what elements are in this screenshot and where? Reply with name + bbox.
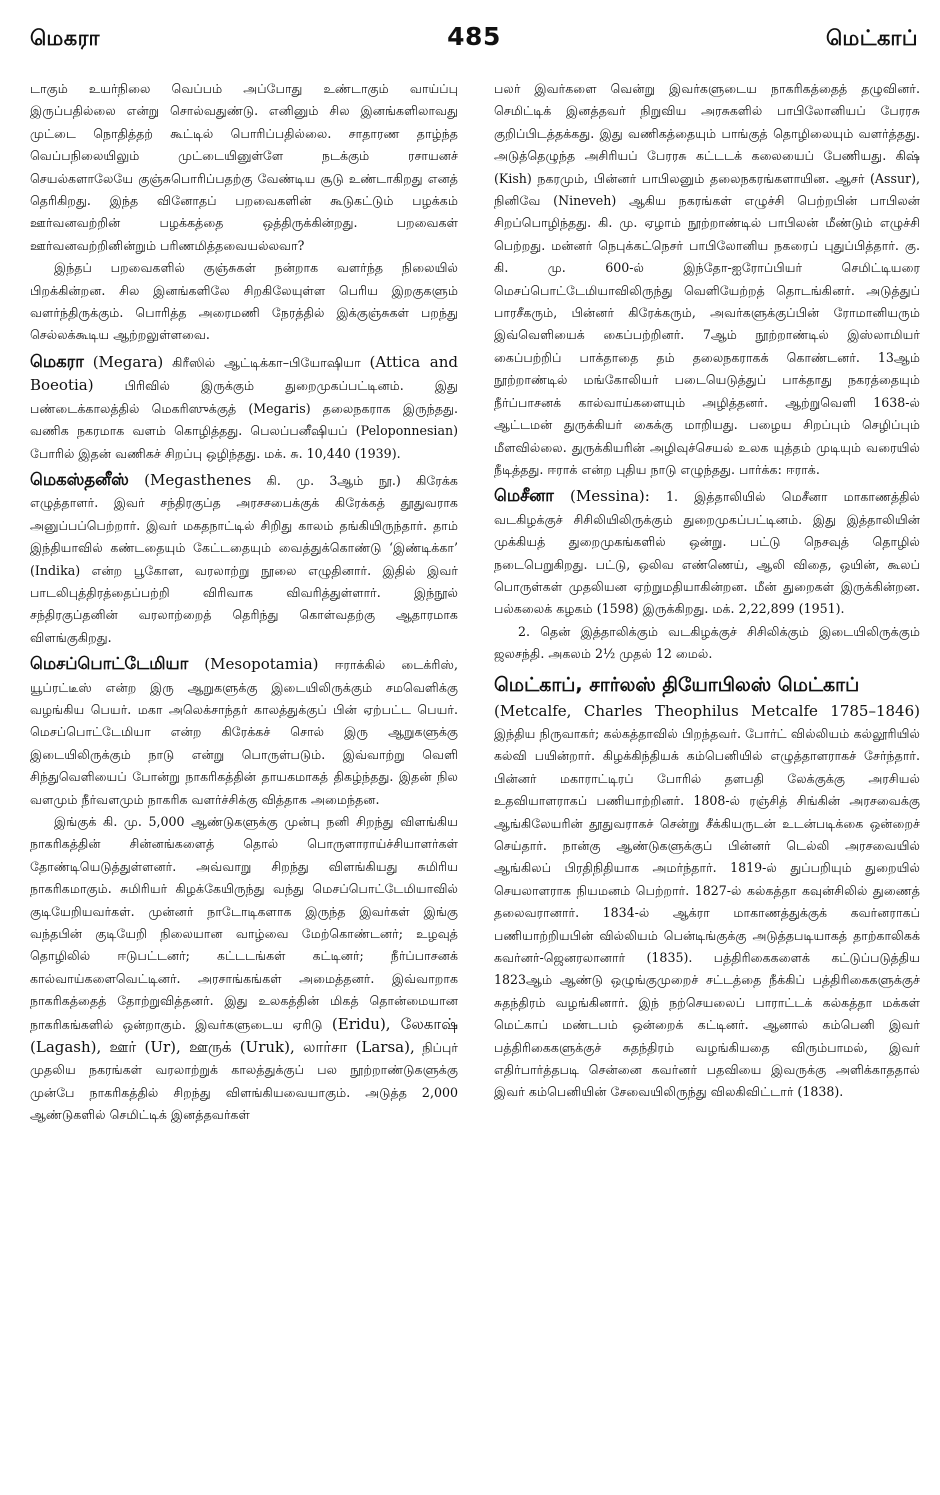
entry-text: 1. இத்தாலியில் மெசீனா மாகாணத்தில் வடகிழக்குச் சிசிலியிலிருக்கும் துறைமுகப்பட்டினம். இது இத்தாலியின் முக்கியத் துறைமுகங்களில் ஒன்று. பட்டு நெசவுத் தொழில் நடைபெறுகிறது. பட்டு, ஒலிவ எண்ணெய், ஆலி விதை, ஒயின், கூலப் பொருள்கள் முதலியன ஏற்றுமதியாகின்றன. மீன் துறைகள் இருக்கின்றன. பல்கலைக் கழகம் (1598) இருக்கிறது. மக். 2,22,899 (1951). [494,489,920,617]
entry-latin: (Metcalfe, Charles Theophilus Metcalfe 1785–1846) [494,701,920,720]
entry-text: இந்திய நிருவாகர்; கல்கத்தாவில் பிறந்தவர். போர்ட் வில்லியம் கல்லூரியில் கல்வி பயின்றார். கிழக்கிந்தியக் கம்பெனியில் எழுத்தாளராகச் சேர்ந்தார். பின்னர் மகாராட்டிரப் போரில் தளபதி லேக்குக்கு அரசியல் உதவியாளராகப் பணியாற்றினர். 1808-ல் ரஞ்சித் சிங்கின் அரசவைக்கு ஆங்கிலேயரின் தூதுவராகச் சென்று சீக்கியருடன் உடன்படிக்கை ஒன்றைச் செய்தார். நான்கு ஆண்டுகளுக்குப் பின்னர் டெல்லி அரசவையில் ஆங்கிலப் பிரதிநிதியாக அமர்ந்தார். 1819-ல் துப்பறியும் துறையில் செயலாளராக நியமனம் பெற்றார். 1827-ல் கல்கத்தா கவுன்சிலில் துணைத் தலைவரானார். 1834-ல் ஆக்ரா மாகாணத்துக்குக் கவர்னராகப் பணியாற்றியபின் வில்லியம் பென்டிங்குக்கு அடுத்தபடியாகத் தாற்காலிகக் கவர்னர்-ஜெனரலானார் (1835). பத்திரிகைகளைக் கட்டுப்படுத்திய 1823ஆம் ஆண்டு ஒழுங்குமுறைச் சட்டத்தை நீக்கிப் பத்திரிகைகளுக்குச் சுதந்திரம் வழங்கினார். இந் நற்செயலைப் பாராட்டக் கல்கத்தா மக்கள் மெட்காப் மண்டபம் ஒன்றைக் கட்டினர். ஆனால் கம்பெனி இவர் பத்திரிகைகளுக்குச் சுதந்திரம் வழங்கியதை விரும்பாமல், இவர் எதிர்பார்த்தபடி சென்னை கவர்னர் பதவியை இவருக்கு அளிக்காததால் இவர் கம்பெனியின் சேவையிலிருந்து விலகிவிட்டார் (1838). [494,725,920,1100]
entry-megara [30,351,458,465]
entry-megasthenes [30,469,458,649]
entry-headword: மெட்காப், சார்லஸ் தியோபிலஸ் மெட்காப் [494,673,860,696]
right-column [494,78,920,1478]
entry-latin: (Megasthenes [144,470,252,489]
entry-mesopotamia [30,653,458,811]
paragraph: டாகும் உயர்நிலை வெப்பம் அப்போது உண்டாகும் வாய்ப்பு இருப்பதில்லை என்று சொல்வதுண்டு. எனினும் சில இனங்களிலாவது முட்டை நொதித்தற் கூட்டில் பொரிப்பதில்லை. சாதாரண தாழ்ந்த வெப்பநிலையிலும் முட்டையினுள்ளே நடக்கும் ரசாயனச் செயல்களாலேயே குஞ்சுபொரிப்பதற்கு வேண்டிய சூடு உண்டாகிறது எனத் தெரிகிறது. இந்த வினோதப் பறவைகளின் கூடுகட்டும் பழக்கம் ஊர்வனவற்றின் பழக்கத்தை ஒத்திருக்கின்றது. பறவைகள் ஊர்வனவற்றினின்றும் பரிணமித்தவையல்லவா? [30,81,458,253]
entry-text: பிரிவில் இருக்கும் துறைமுகப்பட்டினம். இது பண்டைக்காலத்தில் மெகரிஸுக்குத் (Megaris) தலைநகராக இருந்தது. வணிக நகரமாக வளம் கொழித்தது. பெலப்பனீஷியப் (Peloponnesian) போரில் இதன் வணிகச் சிறப்பு ஒழிந்தது. மக். சு. 10,440 (1939). [30,378,458,461]
entry-text: கிரீஸில் ஆட்டிக்கா–பியோஷியா [172,354,361,370]
entry-latin: (Eridu), லேகாஷ் (Lagash), ஊர் (Ur), ஊருக் (Uruk), லார்சா (Larsa), [30,1014,458,1057]
page-number: 485 [447,22,501,51]
left-column [30,78,458,1478]
entry-messina [494,485,920,620]
entry-latin: (Mesopotamia) [204,655,319,674]
paragraph: 2. தென் இத்தாலிக்கும் வடகிழக்குச் சிசிலிக்கும் இடையிலிருக்கும் ஜலசந்தி. அகலம் 2½ முதல் 12 மைல். [494,623,920,662]
entry-text: நிப்புர் முதலிய நகரங்கள் வரலாற்றுக் காலத்துக்குப் பல நூற்றாண்டுகளுக்கு முன்பே நாகரிகத்தில் சிறந்து விளங்கியவையாகும். அடுத்த 2,000 ஆண்டுகளில் செமிட்டிக் இனத்தவர்கள் [30,1040,458,1123]
page-header [30,22,918,62]
entry-text: கி. மு. 3ஆம் நூ.) கிரேக்க எழுத்தாளர். இவர் சந்திரகுப்த அரசசபைக்குக் கிரேக்கத் தூதுவராக அனுப்பப்பெற்றார். இவர் மகதநாட்டில் சிறிது காலம் தங்கியிருந்தார். தாம் இந்தியாவில் கண்டதையும் கேட்டதையும் வைத்துக்கொண்டு ‘இண்டிக்கா’ (Indika) என்ற பூகோள, வரலாற்று நூலை எழுதினார். இதில் இவர் பாடலிபுத்திரத்தைப்பற்றி விரிவாக விவரித்துள்ளார். இந்நூல் சந்திரகுப்தனின் வரலாற்றைத் தெரிந்து கொள்வதற்கு ஆதாரமாக விளங்குகிறது. [30,472,458,645]
entry-metcalfe [494,670,920,1104]
left-running-head: மெகரா [30,26,100,50]
entry-latin: (Attica and Boeotia) [30,352,458,395]
entry-headword: மெகரா [30,351,84,371]
entry-text: ஈராக்கில் டைக்ரிஸ், யூப்ரட்டீஸ் என்ற இரு ஆறுகளுக்கு இடையிலிருக்கும் சமவெளிக்கு வழங்கிய பெயர். மகா அலெக்சாந்தர் காலத்துக்குப் பின் ஏற்பட்ட பெயர். மெசப்பொட்டேமியா என்ற கிரேக்கச் சொல் இரு ஆறுகளுக்கு இடையிலிருக்கும் நாடு என்று பொருள்படும். இவ்வாற்று வெளி சிந்துவெளியைப் போன்று நாகரிகத்தின் தாயகமாகத் திகழ்ந்தது. இதன் நில வளமும் நீர்வளமும் நாகரிக வளர்ச்சிக்கு வித்தாக அமைந்தன. [30,657,458,807]
entry-text: இங்குக் கி. மு. 5,000 ஆண்டுகளுக்கு முன்பு நனி சிறந்து விளங்கிய நாகரிகத்தின் சின்னங்களைத் தொல் பொருளாராய்ச்சியாளர்கள் தோண்டியெடுத்துள்ளனர். அவ்வாறு சிறந்து விளங்கியது சுமிரிய நாகரிகமாகும். சுமிரியர் கிழக்கேயிருந்து வந்து மெசப்பொட்டேமியாவில் குடியேறியவர்கள். முன்னர் நாடோடிகளாக இருந்த இவர்கள் இங்கு வந்தபின் குடியேறி நிலையான வாழ்வை மேற்கொண்டனர்; உழவுத் தொழிலில் ஈடுபட்டனர்; கட்டடங்கள் கட்டினர்; நீர்ப்பாசனக் கால்வாய்களைவெட்டினர். அரசாங்கங்கள் அமைத்தனர். இவ்வாறாக நாகரிகத்தைத் தோற்றுவித்தனர். இது உலகத்தின் மிகத் தொன்மையான நாகரிகங்களில் ஒன்றாகும். இவர்களுடைய ஏரிடு [30,814,458,1032]
paragraph: பலர் இவர்களை வென்று இவர்களுடைய நாகரிகத்தைத் தழுவினர். செமிட்டிக் இனத்தவர் நிறுவிய அரசுகளில் பாபிலோனியப் பேரரசு குறிப்பிடத்தக்கது. இது வணிகத்தையும் பாங்குத் தொழிலையும் வளர்த்தது. அடுத்தெழுந்த அசிரியப் பேரரசு கட்டடக் கலையைப் பேணியது. கிஷ் (Kish) நகரமும், பின்னர் பாபிலனும் தலைநகரங்களாயின. ஆசர் (Assur), நினிவே (Nineveh) ஆகிய நகரங்கள் எழுச்சி பெற்றபின் பாபிலன் சிறப்பொழிந்தது. கி. மு. ஏழாம் நூற்றாண்டில் பாபிலன் மீண்டும் எழுச்சி பெற்றது. மன்னர் நெபுக்கட்நெசர் பாபிலோனிய நகரைப் புதுப்பித்தார். கு. கி. மு. 600-ல் இந்தோ-ஐரோப்பியர் செமிட்டியரை மெசப்பொட்டேமியாவிலிருந்து வெளியேற்றத் தொடங்கினர். அடுத்துப் பாரசீகரும், பின்னர் கிரேக்கரும், அவர்களுக்குப்பின் ரோமானியரும் இவ்வெளியைக் கைப்பற்றினர். 7ஆம் நூற்றாண்டில் இஸ்லாமியர் கைப்பற்றிப் பாக்தாதை தம் தலைநகராகக் கொண்டனர். 13ஆம் நூற்றாண்டில் மங்கோலியர் படையெடுத்துப் பாக்தாது நகரத்தையும் நீர்ப்பாசனக் கால்வாய்களையும் அழித்தனர். ஆற்றுவெளி 1638-ல் ஆட்டமன் துருக்கியர் கைக்கு மாறியது. பழைய சிறப்பும் செழிப்பும் மீளவில்லை. துருக்கியரின் அழிவுச்செயல் உலக யுத்தம் முடியும் வரையில் நீடித்தது. ஈராக் என்ற புதிய நாடு எழுந்தது. பார்க்க: ஈராக். [494,81,920,477]
entry-latin: (Messina): [570,487,650,506]
paragraph [30,811,458,1127]
entry-headword: மெகஸ்தனீஸ் [30,469,129,489]
entry-latin: (Megara) [92,352,164,371]
paragraph: இந்தப் பறவைகளில் குஞ்சுகள் நன்றாக வளர்ந்த நிலையில் பிறக்கின்றன. சில இனங்களிலே சிறகிலேயுள்ள பெரிய இறகுகளும் வளர்ந்திருக்கும். பொரித்த அரைமணி நேரத்தில் இக்குஞ்சுகள் பறந்து செல்லக்கூடிய ஆற்றலுள்ளவை. [30,260,458,343]
entry-headword: மெசீனா [494,486,554,506]
right-running-head: மெட்காப் [826,26,918,50]
entry-headword: மெசப்பொட்டேமியா [30,654,189,674]
